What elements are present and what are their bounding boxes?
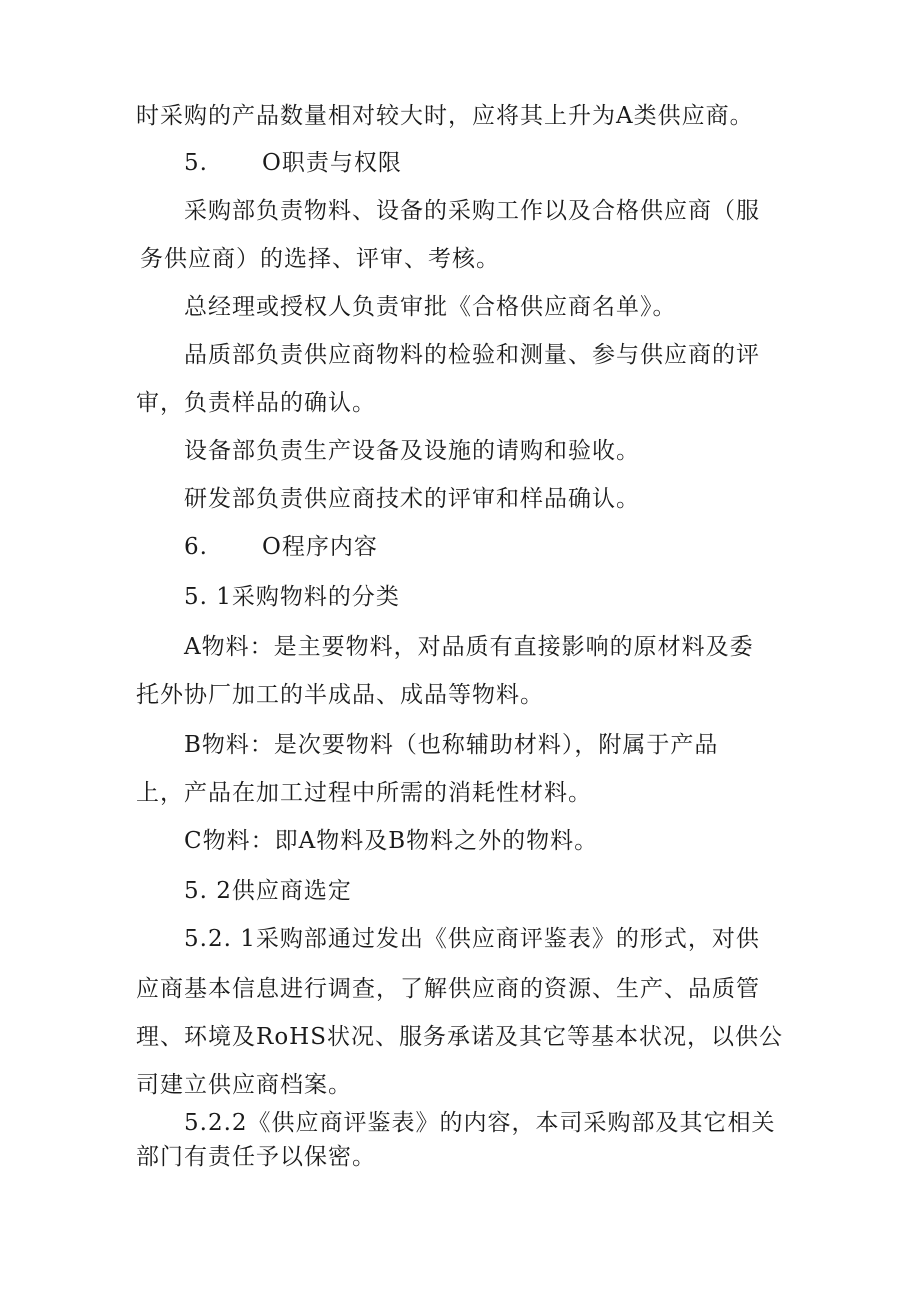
paragraph-line: 务供应商）的选择、评审、考核。: [140, 246, 500, 272]
paragraph-line: A物料：是主要物料，对品质有直接影响的原材料及委: [184, 634, 754, 660]
section-number: 5.: [184, 150, 208, 176]
paragraph-line: 理、环境及RoHS状况、服务承诺及其它等基本状况，以供公: [136, 1024, 783, 1050]
paragraph-line: 司建立供应商档案。: [136, 1072, 352, 1098]
paragraph-line: 品质部负责供应商物料的检验和测量、参与供应商的评: [184, 342, 760, 368]
subsection-heading: 5. 1采购物料的分类: [184, 584, 400, 610]
paragraph-line: 采购部负责物料、设备的采购工作以及合格供应商（服: [184, 198, 760, 224]
section-heading-procedure: [184, 532, 378, 562]
paragraph-line: 总经理或授权人负责审批《合格供应商名单》。: [184, 294, 677, 320]
paragraph-line: 设备部负责生产设备及设施的请购和验收。: [184, 438, 640, 464]
paragraph-line: 审，负责样品的确认。: [136, 390, 376, 416]
paragraph-line: 托外协厂加工的半成品、成品等物料。: [136, 682, 544, 708]
section-title: O职责与权限: [262, 150, 402, 176]
paragraph-line: C物料：即A物料及B物料之外的物料。: [184, 828, 599, 854]
paragraph-line: 5.2.2《供应商评鉴表》的内容，本司采购部及其它相关: [184, 1110, 776, 1136]
paragraph-line: 时采购的产品数量相对较大时，应将其上升为A类供应商。: [136, 103, 754, 129]
paragraph-line: 上，产品在加工过程中所需的消耗性材料。: [136, 780, 592, 806]
subsection-heading: 5. 2供应商选定: [184, 878, 352, 904]
paragraph-line: 5.2. 1采购部通过发出《供应商评鉴表》的形式，对供: [184, 926, 760, 952]
paragraph-line: B物料：是次要物料（也称辅助材料），附属于产品: [184, 732, 719, 758]
section-number: 6.: [184, 534, 208, 560]
section-title: O程序内容: [262, 534, 378, 560]
paragraph-line: 研发部负责供应商技术的评审和样品确认。: [184, 486, 640, 512]
paragraph-line: 应商基本信息进行调查，了解供应商的资源、生产、品质管: [136, 976, 760, 1002]
paragraph-line: 部门有责任予以保密。: [136, 1144, 376, 1170]
section-heading-responsibilities: [184, 148, 402, 178]
